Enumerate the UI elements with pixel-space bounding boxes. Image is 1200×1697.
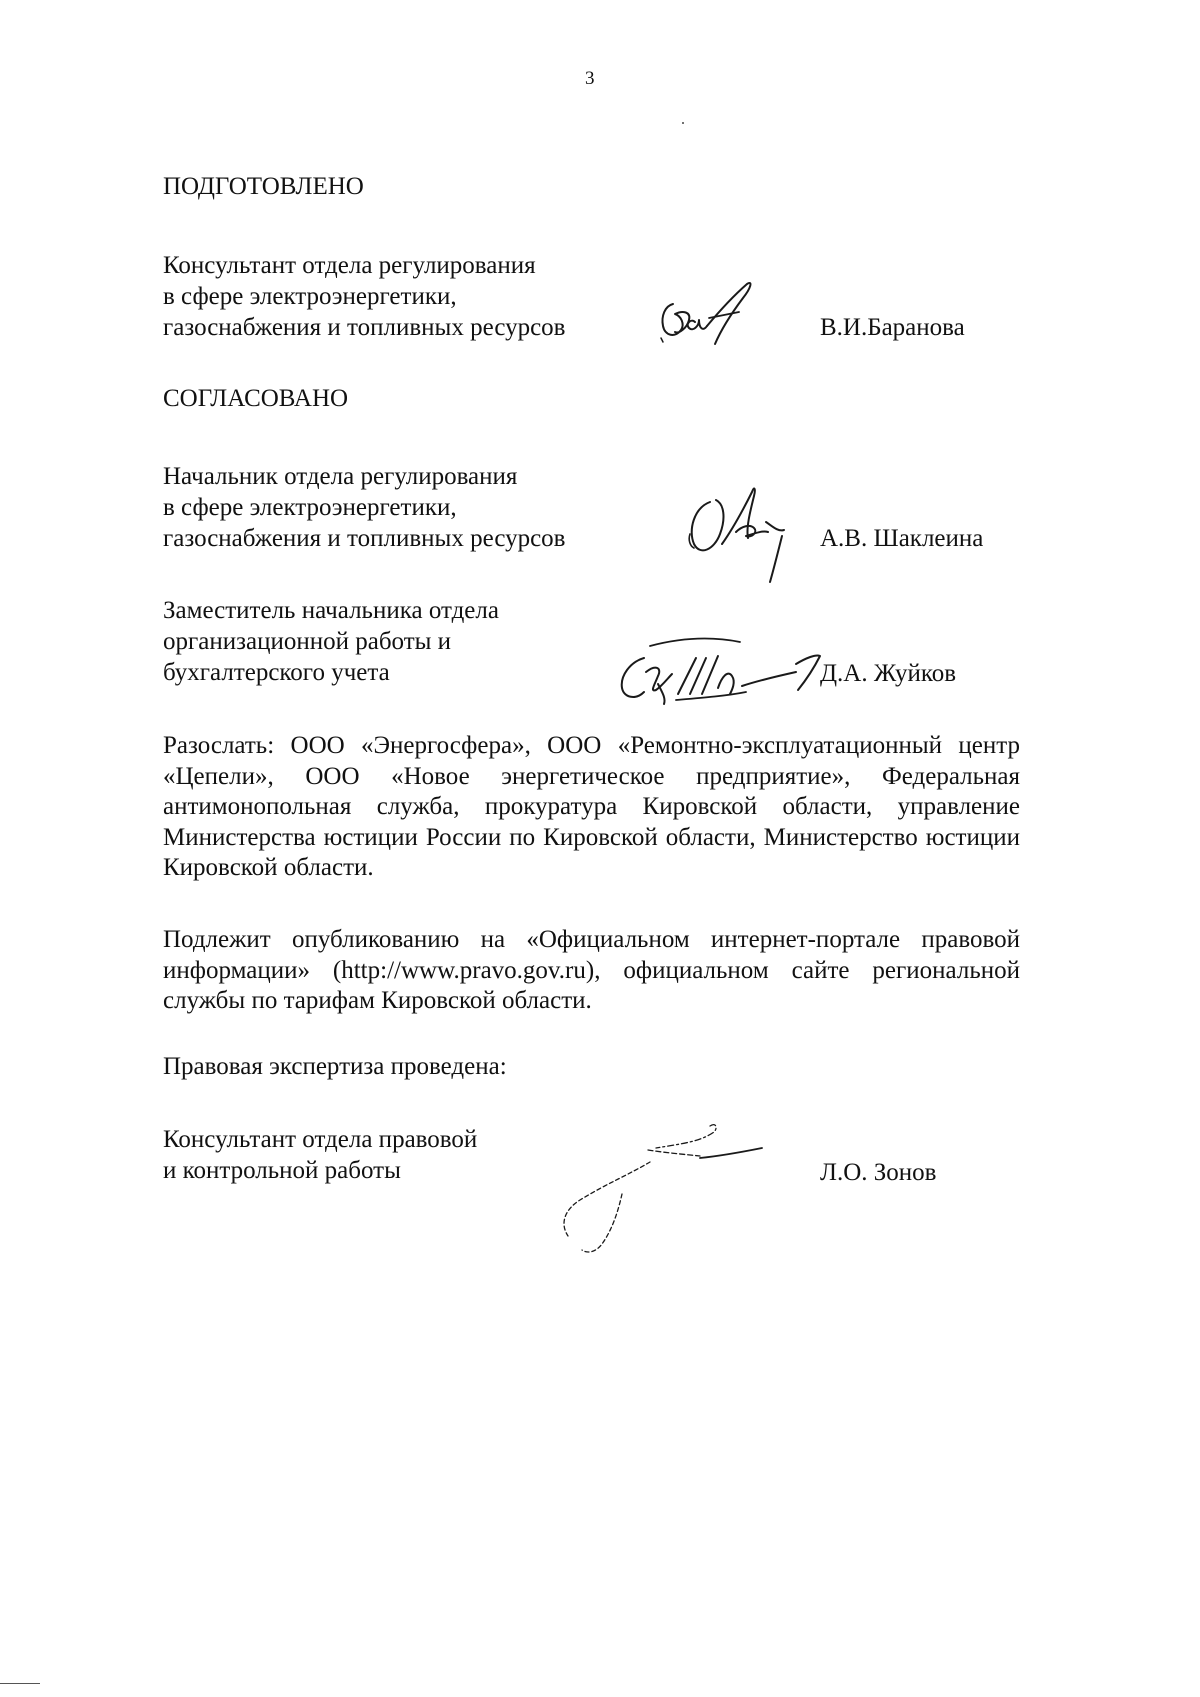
agreed-heading: СОГЛАСОВАНО	[163, 385, 349, 412]
agreed-position-2	[163, 595, 499, 688]
scan-speck	[682, 122, 684, 124]
legal-review-position-line: Консультант отдела правовой	[163, 1126, 478, 1153]
agreed-position-1	[163, 461, 566, 554]
signature-zonov	[550, 1112, 780, 1262]
prepared-position-line: в сфере электроэнергетики,	[163, 283, 457, 310]
publication-paragraph: Подлежит опубликованию на «Официальном интернет-портале правовой информации» (http://www.pravo.gov.ru), официальном сайте региональной службы по тарифам Кировской области.	[163, 926, 1020, 1014]
signature-baranova	[655, 278, 765, 348]
agreed-position-line: Заместитель начальника отдела	[163, 597, 499, 624]
prepared-position-line: Консультант отдела регулирования	[163, 252, 536, 279]
legal-review-heading: Правовая экспертиза проведена:	[163, 1053, 507, 1080]
prepared-heading: ПОДГОТОВЛЕНО	[163, 173, 364, 200]
page-number: 3	[585, 68, 595, 89]
prepared-name: В.И.Баранова	[820, 314, 965, 341]
agreed-position-line: в сфере электроэнергетики,	[163, 494, 457, 521]
signature-zhuikov	[610, 628, 835, 708]
agreed-position-line: организационной работы и	[163, 628, 452, 655]
legal-review-name: Л.О. Зонов	[820, 1159, 937, 1186]
prepared-position	[163, 250, 566, 343]
agreed-position-line: Начальник отдела регулирования	[163, 463, 518, 490]
scan-edge-line	[0, 1683, 40, 1684]
agreed-name-2: Д.А. Жуйков	[820, 660, 957, 687]
prepared-position-line: газоснабжения и топливных ресурсов	[163, 314, 566, 341]
legal-review-position-line: и контрольной работы	[163, 1157, 401, 1184]
agreed-name-1: А.В. Шаклеина	[820, 525, 984, 552]
signature-shakleina	[680, 482, 795, 587]
agreed-position-line: бухгалтерского учета	[163, 659, 390, 686]
distribution-paragraph: Разослать: ООО «Энергосфера», ООО «Ремонтно-эксплуатационный центр «Цепели», ООО «Новое энергетическое предприятие», Федеральная антимонопольная служба, прокуратура Кировской области, управление Министерства юстиции России по Кировской области, Министерство юстиции Кировской области.	[163, 732, 1020, 881]
agreed-position-line: газоснабжения и топливных ресурсов	[163, 525, 566, 552]
legal-review-position	[163, 1124, 477, 1186]
